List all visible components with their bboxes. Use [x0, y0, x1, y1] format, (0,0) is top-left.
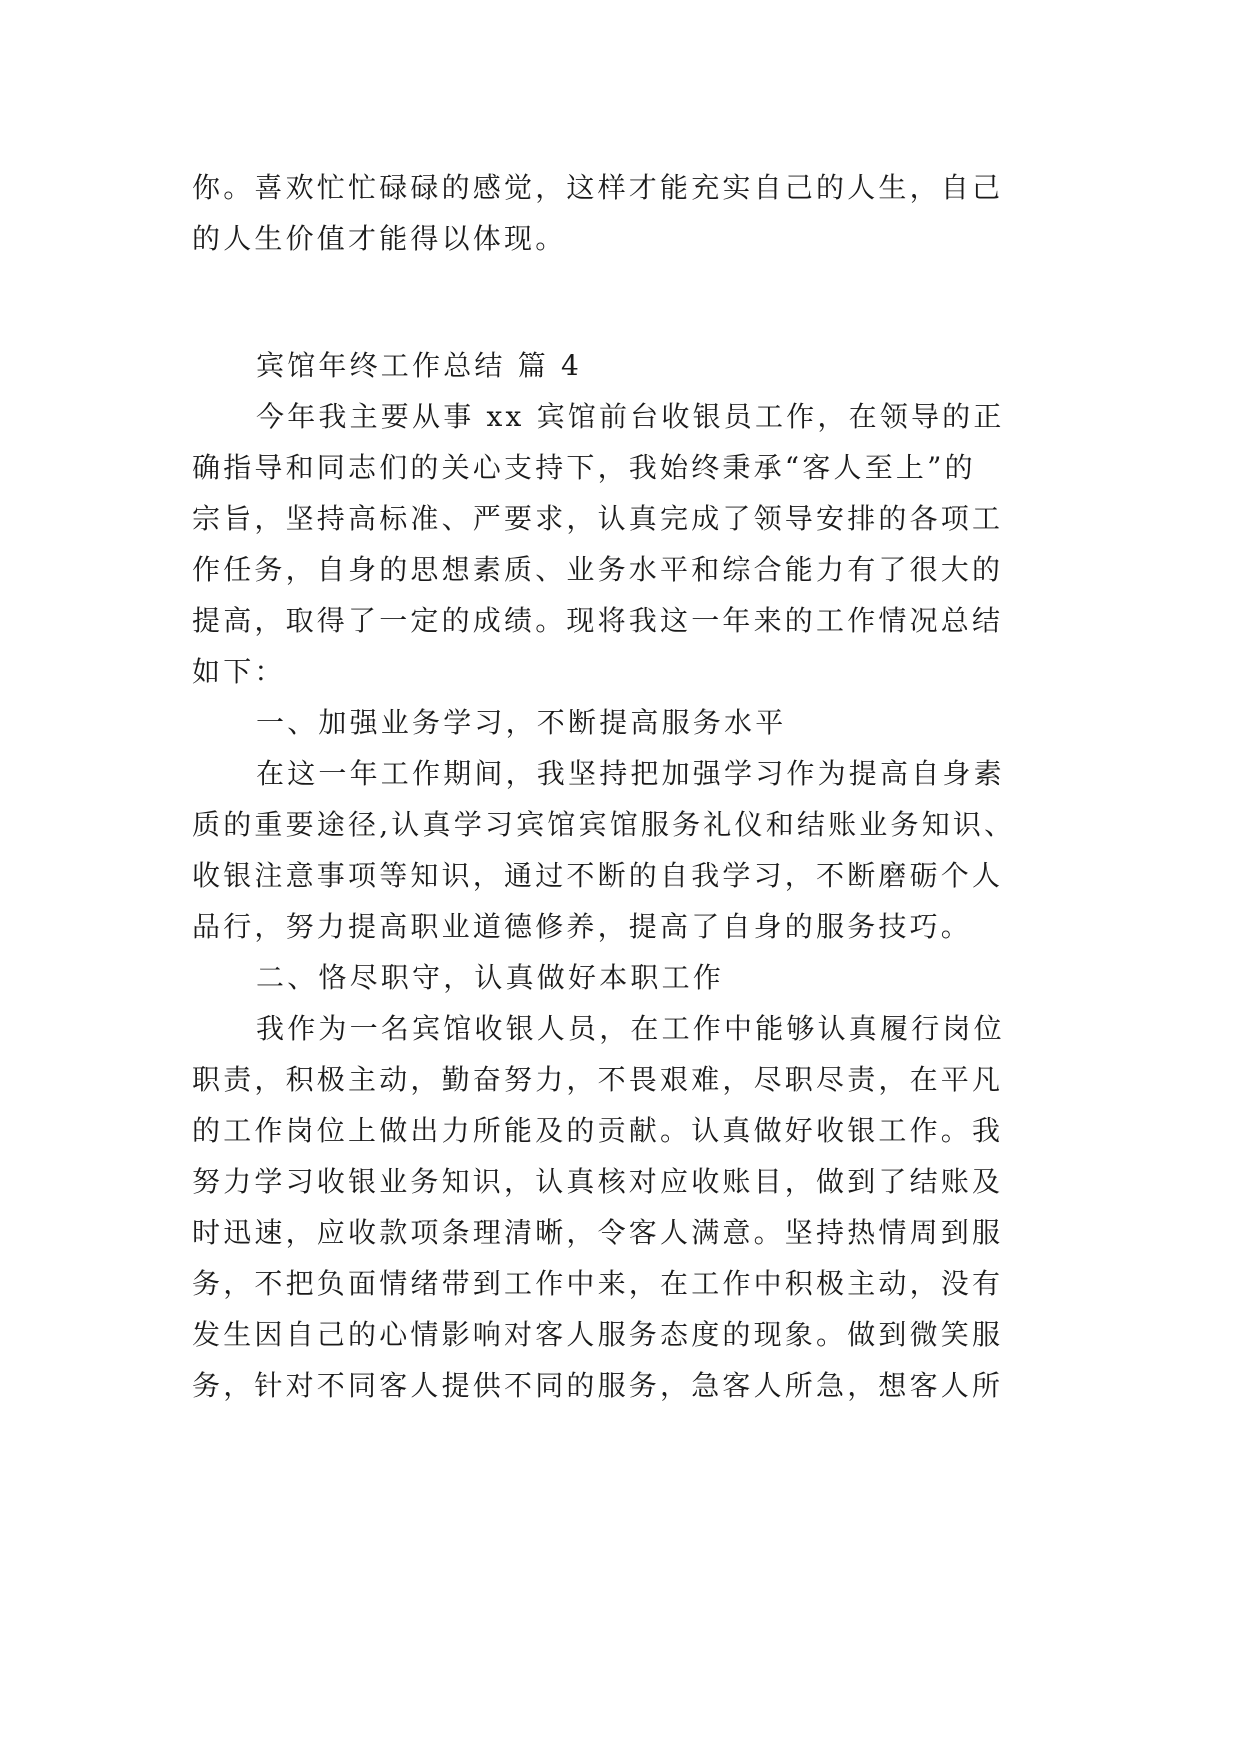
text-line: 质的重要途径,认真学习宾馆宾馆服务礼仪和结账业务知识、	[192, 808, 1016, 841]
text-line: 务，不把负面情绪带到工作中来，在工作中积极主动，没有	[192, 1267, 1004, 1300]
text-line: 确指导和同志们的关心支持下，我始终秉承“客人至上”的	[192, 451, 976, 484]
text-line: 今年我主要从事 xx 宾馆前台收银员工作，在领导的正	[256, 400, 1005, 433]
text-line: 提高，取得了一定的成绩。现将我这一年来的工作情况总结	[192, 604, 1004, 637]
text-line: 的人生价值才能得以体现。	[192, 222, 567, 255]
text-line: 努力学习收银业务知识，认真核对应收账目，做到了结账及	[192, 1165, 1004, 1198]
continued-paragraph	[192, 162, 1052, 264]
text-line: 品行，努力提高职业道德修养，提高了自身的服务技巧。	[192, 910, 973, 943]
subheading: 二、恪尽职守，认真做好本职工作	[256, 961, 725, 994]
section-body	[192, 340, 1052, 1411]
subheading: 一、加强业务学习，不断提高服务水平	[256, 706, 787, 739]
text-line: 我作为一名宾馆收银人员，在工作中能够认真履行岗位	[256, 1012, 1005, 1045]
text-line: 你。喜欢忙忙碌碌的感觉，这样才能充实自己的人生，自己	[192, 171, 1004, 204]
text-line: 在这一年工作期间，我坚持把加强学习作为提高自身素	[256, 757, 1005, 790]
text-line: 如下：	[192, 655, 286, 688]
text-line: 作任务，自身的思想素质、业务水平和综合能力有了很大的	[192, 553, 1004, 586]
text-line: 时迅速，应收款项条理清晰，令客人满意。坚持热情周到服	[192, 1216, 1004, 1249]
text-line: 发生因自己的心情影响对客人服务态度的现象。做到微笑服	[192, 1318, 1004, 1351]
text-line: 务，针对不同客人提供不同的服务，急客人所急，想客人所	[192, 1369, 1004, 1402]
text-line: 收银注意事项等知识，通过不断的自我学习，不断磨砺个人	[192, 859, 1004, 892]
section-title: 宾馆年终工作总结 篇 4	[256, 349, 583, 382]
text-line: 宗旨，坚持高标准、严要求，认真完成了领导安排的各项工	[192, 502, 1004, 535]
text-line: 的工作岗位上做出力所能及的贡献。认真做好收银工作。我	[192, 1114, 1004, 1147]
text-line: 职责，积极主动，勤奋努力，不畏艰难，尽职尽责，在平凡	[192, 1063, 1004, 1096]
